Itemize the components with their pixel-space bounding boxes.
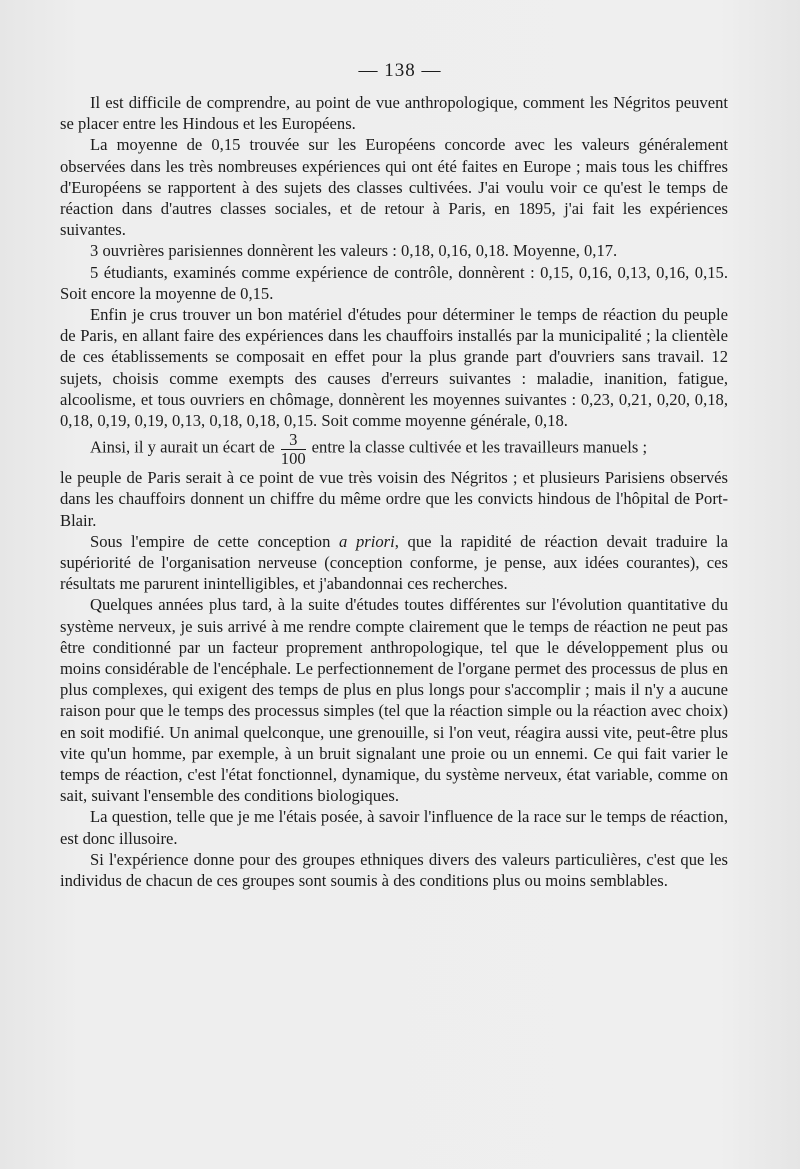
paragraph bbox=[60, 531, 728, 595]
fraction-sentence bbox=[60, 431, 728, 467]
apriori-after: , que la rapidité de réaction devait traduire la supériorité de l'organisation nerveuse (conception conforme, je pense, aux idées courantes), ces résultats me parurent inintelligibles, et j'abandonnai ces recherches. bbox=[60, 531, 728, 594]
body-text bbox=[60, 92, 728, 891]
paragraph: 3 ouvrières parisiennes donnèrent les valeurs : 0,18, 0,16, 0,18. Moyenne, 0,17. bbox=[90, 241, 618, 261]
apriori-before: Sous l'empire de cette conception bbox=[90, 531, 340, 551]
fraction bbox=[281, 431, 306, 467]
paragraph: 5 étudiants, examinés comme expérience de contrôle, donnèrent : 0,15, 0,16, 0,13, 0,16, 0,15. Soit encore la moyenne de 0,15. bbox=[60, 262, 728, 303]
fraction-sentence-after: entre la classe cultivée et les travailleurs manuels ; bbox=[311, 437, 648, 457]
paragraph: Il est difficile de comprendre, au point de vue anthropologique, comment les Négritos peuvent se placer entre les Hindous et les Européens. bbox=[60, 93, 728, 134]
apriori-italic: a priori bbox=[339, 531, 395, 551]
paragraph: La moyenne de 0,15 trouvée sur les Européens concorde avec les valeurs généralement observées dans les très nombreuses expériences qui ont été faites en Europe ; mais tous les chiffres d'Européens se rapportent à des sujets des classes cultivées. J'ai voulu voir ce qu'est le temps de réaction dans d'autres classes sociales, et de retour à Paris, en 1895, j'ai fait les expériences suivantes. bbox=[60, 135, 728, 240]
paragraph: Quelques années plus tard, à la suite d'études toutes différentes sur l'évolution quantitative du système nerveux, je suis arrivé à me rendre compte clairement que le temps de réaction ne peut pas être conditionné par un facteur proprement anthropologique, tel que le développement plus ou moins considérable de l'encéphale. Le perfectionnement de l'organe permet des processus de plus en plus complexes, qui exigent des temps de plus en plus longs pour s'accomplir ; mais il n'y a aucune raison pour que le temps des processus simples (tel que la réaction simple ou la réaction avec choix) en soit modifié. Un animal quelconque, une grenouille, si l'on veut, réagira aussi vite, peut-être plus vite qu'un homme, par exemple, à un bruit signalant une proie ou un ennemi. Ce qui fait varier le temps de réaction, c'est l'état fonctionnel, dynamique, du système nerveux, état variable, comme on sait, suivant l'ensemble des conditions biologiques. bbox=[60, 595, 728, 806]
fraction-denominator: 100 bbox=[280, 448, 306, 468]
paragraph: Enfin je crus trouver un bon matériel d'études pour déterminer le temps de réaction du peuple de Paris, en allant faire des expériences dans les chauffoirs installés par la municipalité ; la clientèle de ces établissements se composait en effet pour la plus grande part d'ouvriers sans travail. 12 sujets, choisis comme exempts des causes d'erreurs suivantes : maladie, inanition, fatigue, alcoolisme, et tous ouvriers en chômage, donnèrent les moyennes suivantes : 0,23, 0,21, 0,20, 0,18, 0,18, 0,19, 0,19, 0,13, 0,18, 0,18, 0,15. Soit comme moyenne générale, 0,18. bbox=[60, 305, 728, 431]
paragraph-continuation: le peuple de Paris serait à ce point de vue très voisin des Négritos ; et plusieurs Parisiens observés dans les chauffoirs donnent un chiffre du même ordre que les convicts hindous de l'hôpital de Port-Blair. bbox=[60, 468, 728, 530]
paragraph: Si l'expérience donne pour des groupes ethniques divers des valeurs particulières, c'est que les individus de chacun de ces groupes sont soumis à des conditions plus ou moins semblables. bbox=[60, 849, 728, 890]
paragraph: La question, telle que je me l'étais posée, à savoir l'influence de la race sur le temps de réaction, est donc illusoire. bbox=[60, 807, 728, 848]
page-number: — 138 — bbox=[358, 60, 442, 81]
fraction-sentence-before: Ainsi, il y aurait un écart de bbox=[90, 437, 275, 457]
fraction-numerator: 3 bbox=[281, 431, 306, 449]
